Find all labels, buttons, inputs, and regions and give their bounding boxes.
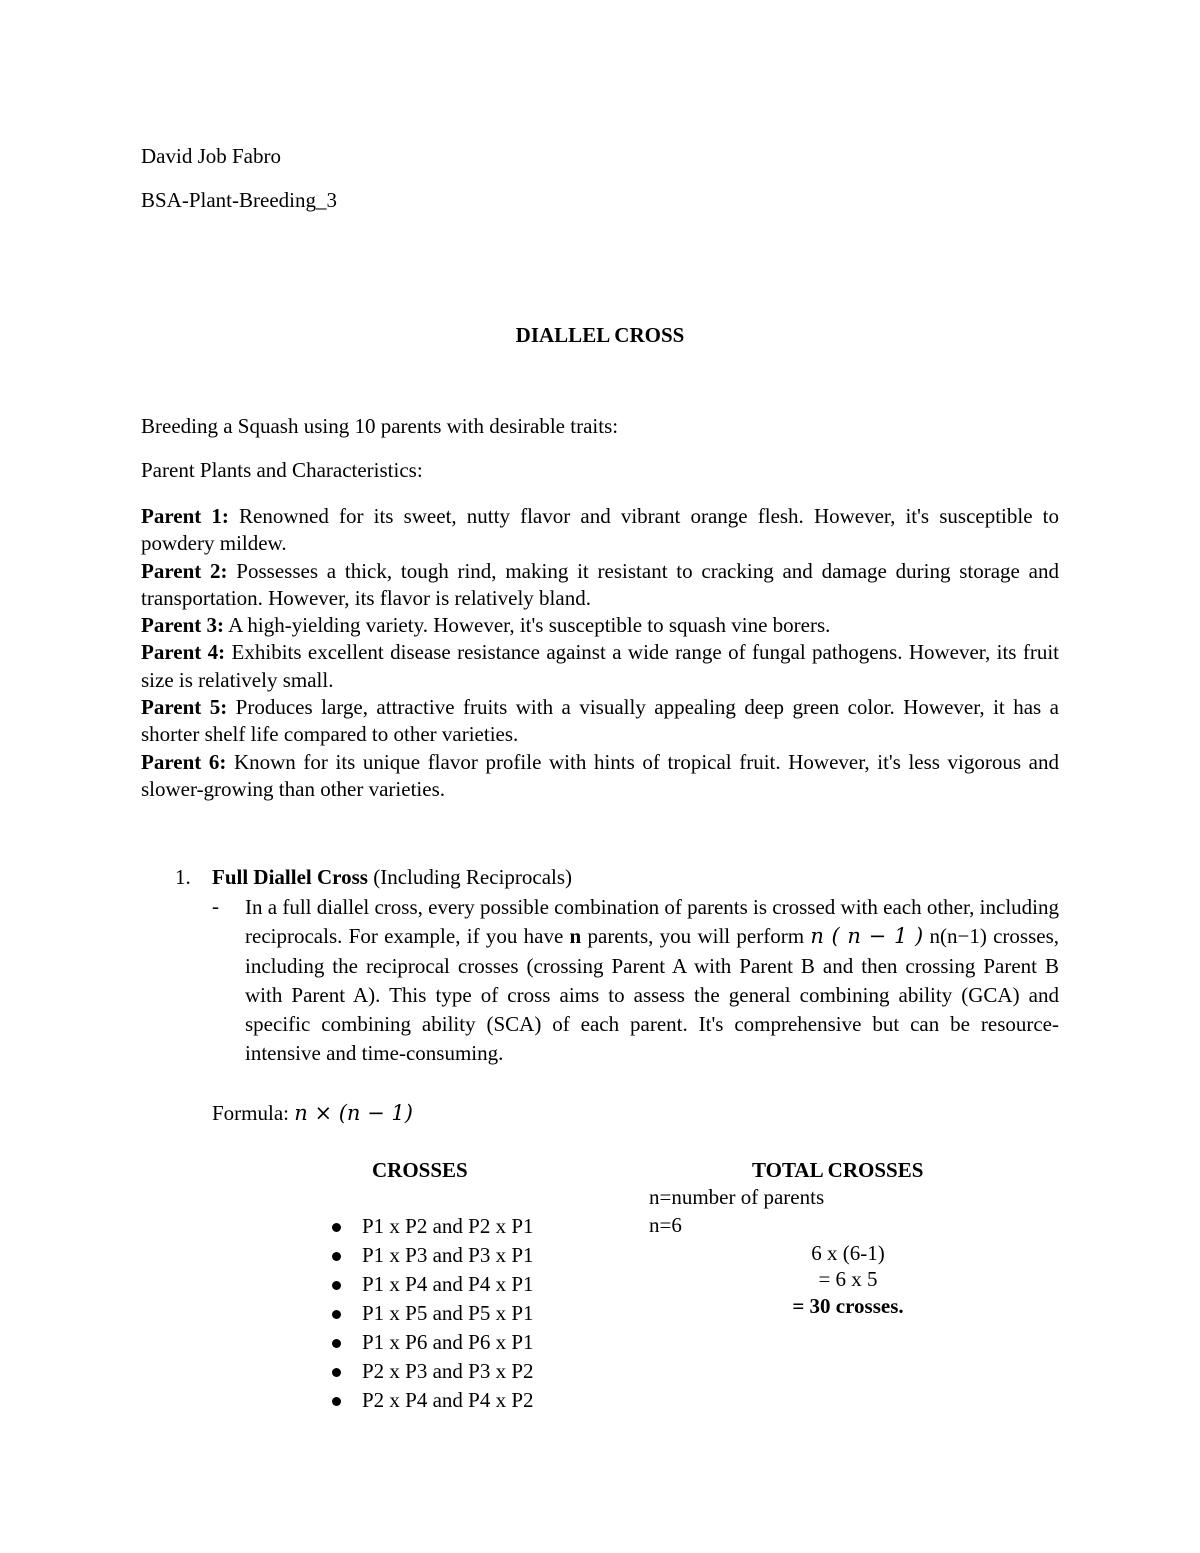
formula-math: n × (n − 1) bbox=[294, 1101, 413, 1125]
formula bbox=[212, 1100, 413, 1127]
intro-breeding: Breeding a Squash using 10 parents with desirable traits: bbox=[141, 414, 619, 438]
list-item bbox=[326, 1357, 534, 1386]
cross-pair: P1 x P2 and P2 x P1 bbox=[362, 1214, 534, 1238]
bullet-icon bbox=[332, 1281, 341, 1290]
total-crosses-heading: TOTAL CROSSES bbox=[752, 1158, 924, 1182]
section-heading-note: (Including Reciprocals) bbox=[367, 865, 573, 889]
section-number: 1. bbox=[175, 865, 191, 889]
parent-entry bbox=[141, 694, 1059, 749]
parent-entry bbox=[141, 612, 1059, 639]
bullet-icon bbox=[332, 1339, 341, 1348]
cross-pair: P1 x P6 and P6 x P1 bbox=[362, 1330, 534, 1354]
cross-pair: P1 x P4 and P4 x P1 bbox=[362, 1272, 534, 1296]
bullet-icon bbox=[332, 1252, 341, 1261]
parent-label: Parent 5: bbox=[141, 695, 228, 720]
parent-entry bbox=[141, 639, 1059, 694]
calc-step-2: = 6 x 5 bbox=[818, 1267, 878, 1291]
parent-entry bbox=[141, 503, 1059, 558]
course-code: BSA-Plant-Breeding_3 bbox=[141, 188, 337, 212]
n-definition: n=number of parents bbox=[649, 1185, 825, 1209]
parent-label: Parent 1: bbox=[141, 504, 229, 528]
cross-pair: P1 x P3 and P3 x P1 bbox=[362, 1243, 534, 1267]
calc-step-1: 6 x (6-1) bbox=[811, 1241, 885, 1265]
parent-description: Known for its unique flavor profile with hints of tropical fruit. However, it's less vigorous and slower-growing than other varieties. bbox=[141, 749, 1059, 801]
parent-description: Possesses a thick, tough rind, making it resistant to cracking and damage during storage and transportation. However, its flavor is relatively bland. bbox=[141, 558, 1059, 610]
formula-label: Formula: bbox=[212, 1101, 295, 1125]
page-title: DIALLEL CROSS bbox=[515, 323, 685, 347]
parent-description: A high-yielding variety. However, it's susceptible to squash vine borers. bbox=[224, 613, 831, 638]
author-name: David Job Fabro bbox=[141, 144, 281, 168]
desc-text: n(n−1) crosses, including the reciprocal crosses (crossing Parent A with Parent B and then crossing Parent B with Parent A). This type of cross aims to assess the general combining ability (GCA) and specific combining ability (SCA) of each parent. It's comprehensive but can be resource-intensive and time-consuming. bbox=[245, 924, 1060, 1066]
parent-label: Parent 3: bbox=[141, 613, 225, 638]
desc-text: In a full diallel cross, every possible combination of parents is crossed with each other, including reciprocals. For example, if you have bbox=[245, 895, 1059, 949]
bullet-icon bbox=[332, 1397, 341, 1406]
parent-description: Exhibits excellent disease resistance against a wide range of fungal pathogens. However, its fruit size is relatively small. bbox=[141, 640, 1059, 692]
list-item bbox=[326, 1212, 534, 1241]
parent-label: Parent 2: bbox=[141, 558, 228, 583]
section-description bbox=[245, 893, 1059, 1069]
parent-entry bbox=[141, 558, 1059, 613]
n-value: n=6 bbox=[649, 1213, 682, 1237]
section-heading bbox=[212, 864, 572, 891]
parents-heading: Parent Plants and Characteristics: bbox=[141, 458, 423, 482]
crosses-list bbox=[326, 1212, 534, 1415]
dash-bullet: - bbox=[212, 894, 219, 918]
list-item bbox=[326, 1386, 534, 1415]
list-item bbox=[326, 1270, 534, 1299]
bullet-icon bbox=[332, 1368, 341, 1377]
bullet-icon bbox=[332, 1223, 341, 1232]
section-heading-bold: Full Diallel Cross bbox=[212, 865, 368, 889]
list-item bbox=[326, 1328, 534, 1357]
cross-pair: P2 x P4 and P4 x P2 bbox=[362, 1388, 534, 1412]
cross-pair: P1 x P5 and P5 x P1 bbox=[362, 1301, 534, 1325]
cross-pair: P2 x P3 and P3 x P2 bbox=[362, 1359, 534, 1383]
crosses-heading: CROSSES bbox=[372, 1158, 468, 1182]
bullet-icon bbox=[332, 1310, 341, 1319]
parent-description: Renowned for its sweet, nutty flavor and vibrant orange flesh. However, it's susceptible to powdery mildew. bbox=[141, 504, 1060, 556]
desc-bold-n: n bbox=[569, 924, 582, 949]
parent-label: Parent 4: bbox=[141, 640, 226, 665]
parent-label: Parent 6: bbox=[141, 749, 227, 774]
desc-text: parents, you will perform bbox=[581, 924, 811, 949]
calc-result: = 30 crosses. bbox=[792, 1294, 904, 1318]
list-item bbox=[326, 1299, 534, 1328]
parent-entry bbox=[141, 749, 1059, 804]
parent-list bbox=[141, 503, 1059, 803]
list-item bbox=[326, 1241, 534, 1270]
parent-description: Produces large, attractive fruits with a visually appealing deep green color. However, it has a shorter shelf life compared to other varieties. bbox=[141, 695, 1059, 747]
desc-math: n ( n − 1 ) bbox=[810, 924, 924, 949]
